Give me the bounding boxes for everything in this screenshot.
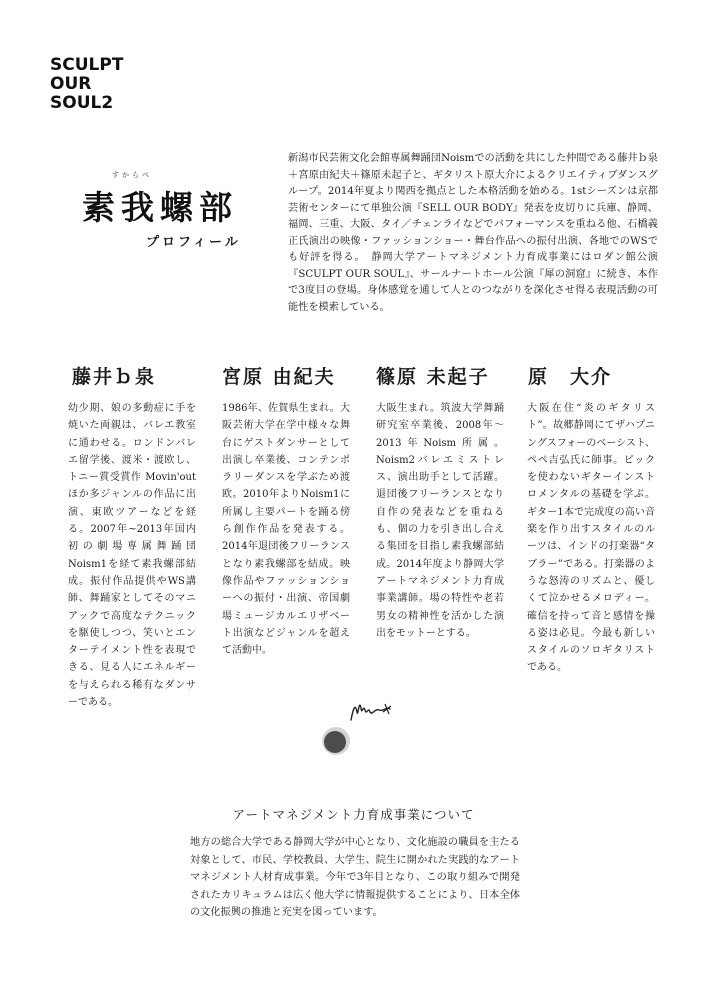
group-name-title: 素我螺部 xyxy=(82,188,238,227)
logo-line: SCULPT xyxy=(50,55,124,75)
signature-scribble-graphic xyxy=(315,690,405,765)
member-bio-miyahara: 1986年、佐賀県生まれ。大阪芸術大学在学中様々な舞台にゲストダンサーとして出演し卒業後、コンテンポラリーダンスを学ぶため渡欧。2010年よりNoism1に所属し主要パートを踊る傍ら創作作品を発表する。2014年退団後フリーランスとなり素我螺部を結成。映像作品やファッションショーへの振付・出演、帝国劇場ミュージカルエリザベート出演などジャンルを超えて活動中。 xyxy=(222,403,350,657)
group-name-ruby: すからべ xyxy=(112,171,152,179)
group-profile-label: プロフィール xyxy=(146,235,241,250)
member-bio-shinohara: 大阪生まれ。筑波大学舞踊研究室卒業後、2008年～2013年Noism所属。Noism2バレエミストレス、演出助手として活躍。退団後フリーランスとなり自作の発表などを重ねるも、個の力を引き出し合える集団を目指し素我螺部結成。2014年度より静岡大学アートマネジメント力育成事業講師。場の特性や老若男女の精神性を活かした演出をモットーとする。 xyxy=(376,403,504,639)
group-name-block xyxy=(82,170,272,250)
group-intro-text: 新潟市民芸術文化会館専属舞踊団Noismでの活動を共にした仲間である藤井ｂ泉＋宮原由紀夫＋篠原未起子と、ギタリスト原大介によるクリエイティブダンスグループ。2014年夏より関西を拠点とした本格活動を始める。1stシーズンは京都芸術センターにて単独公演『SELL OUR BODY』発表を皮切りに兵庫、静岡、福岡、三重、大阪、タイ／チェンライなどでパフォーマンスを重ねる他、石橋義正氏演出の映像・ファッションショー・舞台作品への振付出演、各地でのWSでも好評を得る。 静岡大学アートマネジメント力育成事業にはロダン館公演『SCULPT OUR SOUL』、サールナートホール公演『犀の洞窟』に続き、本作で3度目の登場。身体感覚を通して人とのつながりを深化させ得る表現活動の可能性を模索している。 xyxy=(288,153,658,313)
member-name-miyahara: 宮原 由紀夫 xyxy=(222,366,336,388)
member-name-fujii: 藤井ｂ泉 xyxy=(72,366,157,388)
member-name-hara: 原 大介 xyxy=(528,366,613,388)
member-bio-hara: 大阪在住“炎のギタリスト”。故郷静岡にてザハプニングスフォーのベーシスト、ペペ吉弘氏に師事。ピックを使わないギターインストロメンタルの基礎を学ぶ。ギター1本で完成度の高い音楽を作り出すスタイルのルーツは、インドの打楽器“タブラー”である。打楽器のような怒涛のリズムと、優しくて泣かせるメロディー。確信を持って音と感情を操る姿は必見。今最も新しいスタイルのソロギタリストである。 xyxy=(527,403,655,674)
sculpt-our-soul-logo xyxy=(50,56,130,113)
member-name-shinohara: 篠原 未起子 xyxy=(376,366,490,388)
member-bio-fujii: 幼少期、娘の多動症に手を焼いた両親は、バレエ教室に通わせる。ロンドンバレエ留学後、渡米・渡欧し、トニー賞受賞作 Movin'out ほか多ジャンルの作品に出演、東欧ツアーなどを経る。2007年~2013年国内初の劇場専属舞踊団Noism1を経て素我螺部結成。振付作品提供やWS講師、舞踊家としてそのマニアックで高度なテクニックを駆使しつつ、笑いとエンターテイメント性を表現できる、見る人にエネルギーを与えられる稀有なダンサーである。 xyxy=(68,403,196,709)
logo-line: SOUL2 xyxy=(50,93,114,113)
art-management-section-title: アートマネジメント力育成事業について xyxy=(232,807,475,822)
member-names-row xyxy=(0,362,707,392)
art-management-section-body: 地方の総合大学である静岡大学が中心となり、文化施設の職員を主たる対象として、市民、学校教員、大学生、院生に開かれた実践的なアートマネジメント人材育成事業。今年で3年目となり、この取り組みで開発されたカリキュラムは広く他大学に情報提供することにより、日本全体の文化振興の推進と充実を図っています。 xyxy=(190,837,520,918)
logo-line: OUR xyxy=(50,74,92,94)
